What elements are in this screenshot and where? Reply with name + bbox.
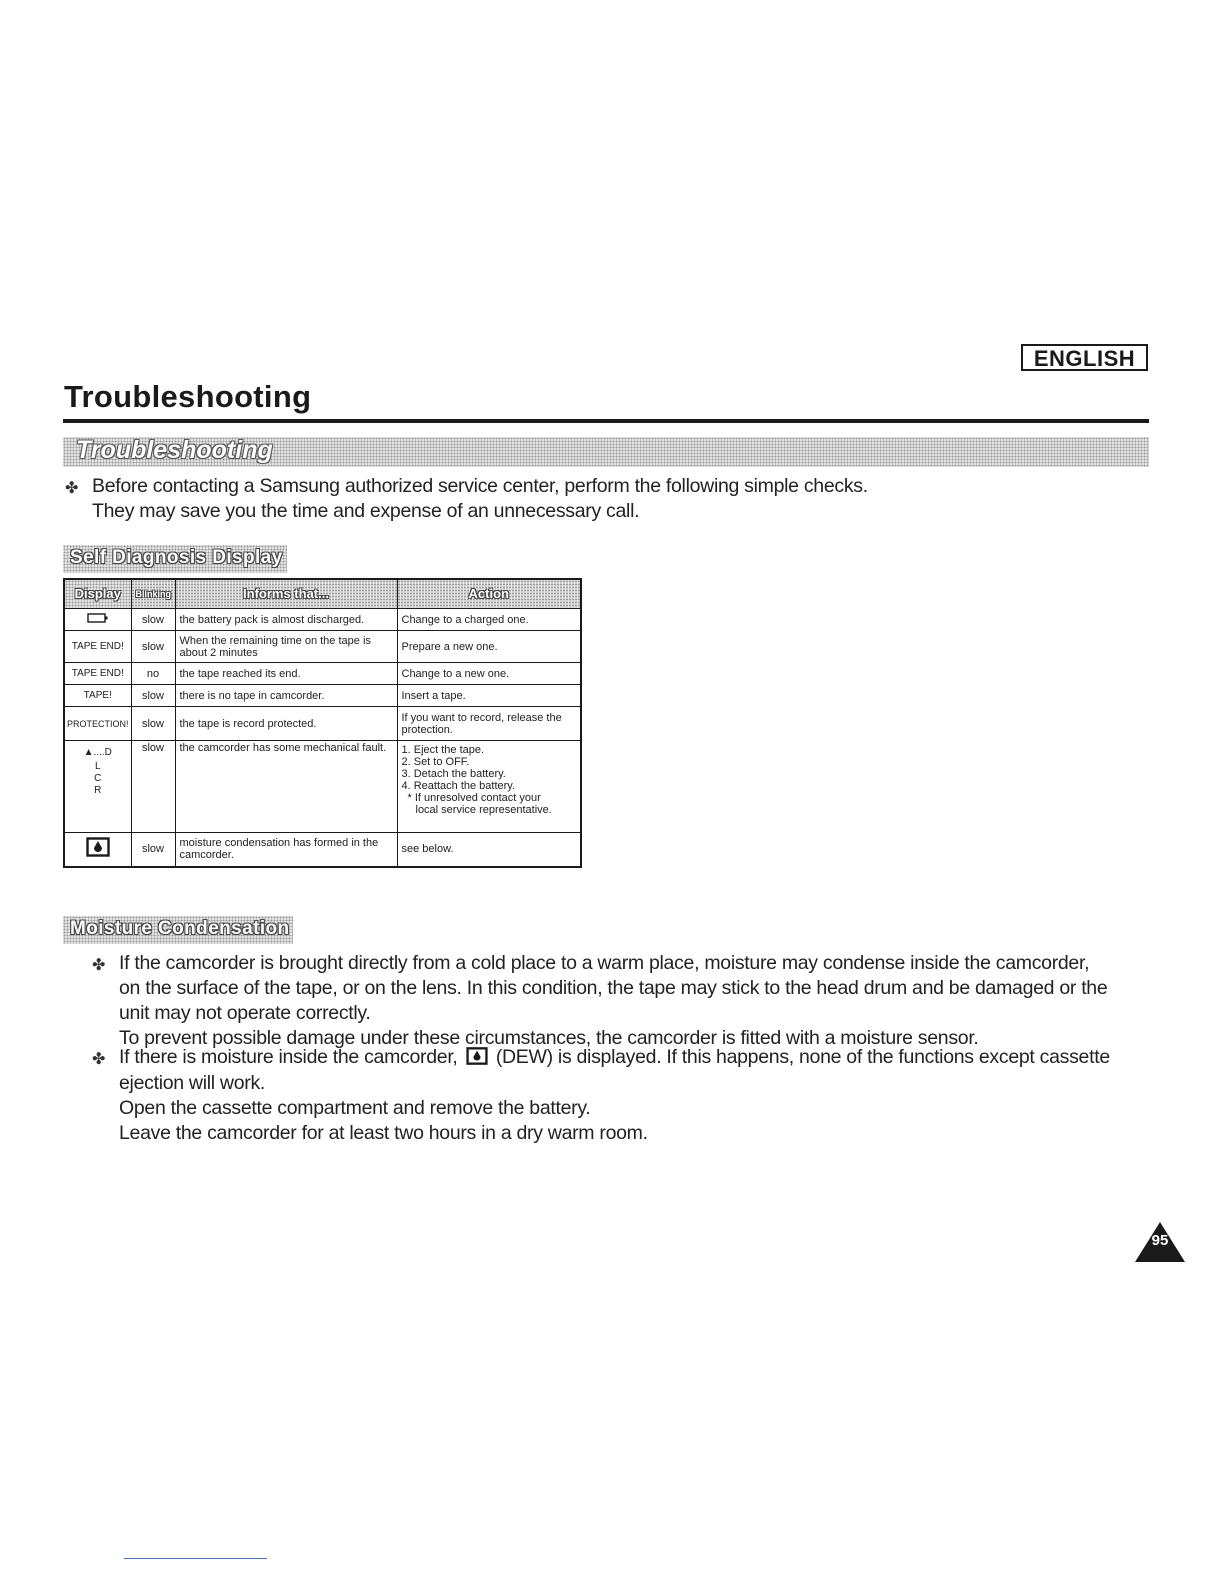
moisture-line-3: unit may not operate correctly. xyxy=(119,1002,371,1024)
self-diagnosis-heading: Self Diagnosis Display xyxy=(70,547,283,568)
moisture-line-1: If the camcorder is brought directly from a cold place to a warm place, moisture may condense inside the camcorder, xyxy=(119,952,1090,974)
battery-icon xyxy=(86,612,110,624)
action-cell xyxy=(397,741,581,833)
intro-line-1: Before contacting a Samsung authorized service center, perform the following simple checks. xyxy=(92,475,868,497)
table-row xyxy=(64,833,581,867)
language-badge: ENGLISH xyxy=(1021,344,1148,371)
col-action: Action xyxy=(397,579,581,609)
display-cell: TAPE END! xyxy=(64,663,131,685)
table-header-row xyxy=(64,579,581,609)
moisture-heading: Moisture Condensation xyxy=(70,918,290,939)
footer-rule xyxy=(124,1558,267,1559)
display-cell xyxy=(64,833,131,867)
action-cell: see below. xyxy=(397,833,581,867)
action-step: 4. Reattach the battery. xyxy=(401,780,516,792)
intro-line-2: They may save you the time and expense of an unnecessary call. xyxy=(92,500,640,522)
table-row xyxy=(64,685,581,707)
informs-cell: the battery pack is almost discharged. xyxy=(175,609,397,631)
informs-cell: there is no tape in camcorder. xyxy=(175,685,397,707)
moisture-dew-line xyxy=(119,1045,1110,1070)
table-row xyxy=(64,631,581,663)
mechanical-fault-display: ▲....D xyxy=(83,747,112,758)
moisture-line-2: on the surface of the tape, or on the lens. In this condition, the tape may stick to the head drum and be damaged or the xyxy=(119,977,1108,999)
blinking-cell: slow xyxy=(131,609,175,631)
informs-cell: the camcorder has some mechanical fault. xyxy=(175,741,397,833)
display-cell: TAPE! xyxy=(64,685,131,707)
section-banner-title: Troubleshooting xyxy=(76,436,273,464)
action-cell: Change to a charged one. xyxy=(397,609,581,631)
blinking-cell: slow xyxy=(131,741,175,833)
action-step: 2. Set to OFF. xyxy=(401,756,470,768)
blinking-cell: slow xyxy=(131,631,175,663)
title-divider xyxy=(63,419,1149,423)
display-letter: C xyxy=(94,773,102,784)
col-display: Display xyxy=(64,579,131,609)
moisture-line-6: ejection will work. xyxy=(119,1072,266,1094)
table-row xyxy=(64,663,581,685)
col-blinking: Blinking xyxy=(131,579,175,609)
display-cell xyxy=(64,609,131,631)
informs-cell: the tape reached its end. xyxy=(175,663,397,685)
dew-text-after: (DEW) is displayed. If this happens, none of the functions except cassette xyxy=(495,1046,1110,1068)
action-cell: Change to a new one. xyxy=(397,663,581,685)
display-cell xyxy=(64,741,131,833)
display-letter: R xyxy=(94,785,102,796)
table-row xyxy=(64,609,581,631)
informs-cell: moisture condensation has formed in the camcorder. xyxy=(175,833,397,867)
action-cell: If you want to record, release the protection. xyxy=(397,707,581,741)
action-step: 3. Detach the battery. xyxy=(401,768,506,780)
dew-icon xyxy=(466,1047,488,1065)
table-row xyxy=(64,707,581,741)
action-cell: Insert a tape. xyxy=(397,685,581,707)
col-informs: Informs that... xyxy=(175,579,397,609)
blinking-cell: slow xyxy=(131,833,175,867)
action-step: 1. Eject the tape. xyxy=(401,744,485,756)
action-note: * If unresolved contact your xyxy=(407,792,541,804)
informs-cell: When the remaining time on the tape is about 2 minutes xyxy=(175,631,397,663)
dew-text-before: If there is moisture inside the camcorder, xyxy=(119,1046,458,1068)
moisture-line-8: Leave the camcorder for at least two hours in a dry warm room. xyxy=(119,1122,648,1144)
blinking-cell: slow xyxy=(131,707,175,741)
action-cell: Prepare a new one. xyxy=(397,631,581,663)
display-letter: L xyxy=(94,761,101,772)
page-title: Troubleshooting xyxy=(64,379,312,414)
blinking-cell: no xyxy=(131,663,175,685)
self-diagnosis-table xyxy=(63,578,582,868)
informs-cell: the tape is record protected. xyxy=(175,707,397,741)
blinking-cell: slow xyxy=(131,685,175,707)
bullet-star-icon: ✤ xyxy=(92,1051,106,1068)
bullet-star-icon: ✤ xyxy=(92,957,106,974)
page-number: 95 xyxy=(1151,1232,1169,1249)
table-row xyxy=(64,741,581,833)
moisture-line-4: To prevent possible damage under these circumstances, the camcorder is fitted with a moisture sensor. xyxy=(119,1027,979,1049)
moisture-line-7: Open the cassette compartment and remove the battery. xyxy=(119,1097,591,1119)
display-cell: PROTECTION! xyxy=(64,707,131,741)
bullet-star-icon: ✤ xyxy=(65,480,79,497)
action-note: local service representative. xyxy=(415,804,552,816)
display-cell: TAPE END! xyxy=(64,631,131,663)
dew-icon xyxy=(86,837,110,857)
